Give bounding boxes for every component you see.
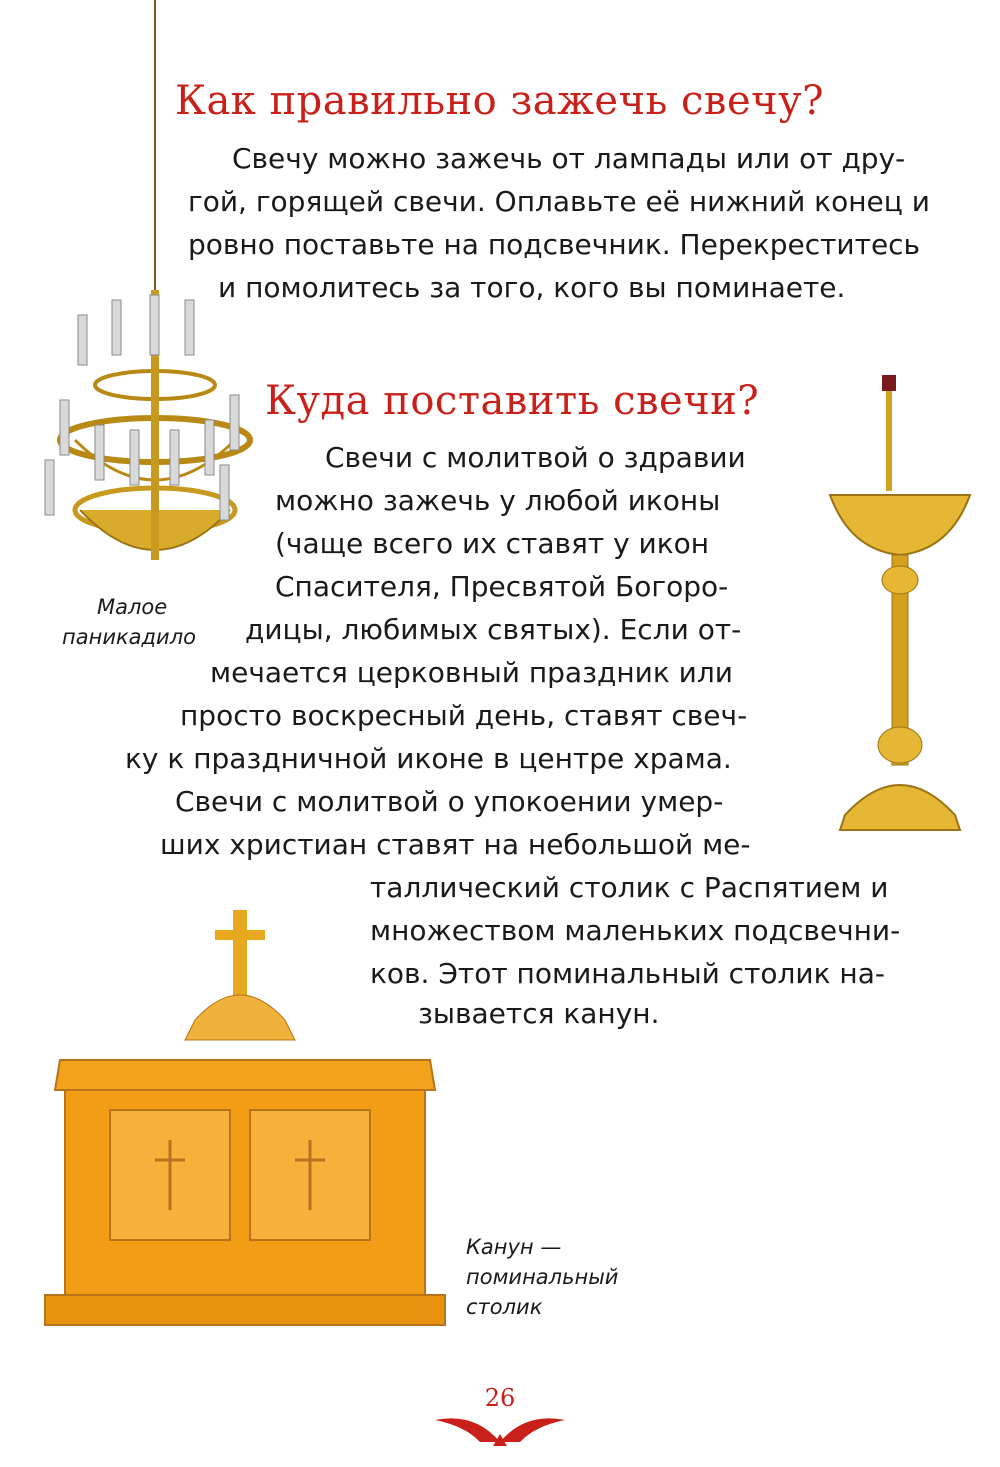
caption-line: Малое <box>97 595 168 619</box>
body-line: и помолитесь за того, кого вы поминаете. <box>218 271 846 304</box>
body-line: гой, горящей свечи. Оплавьте её нижний конец и <box>188 185 930 218</box>
section-heading: Куда поставить свечи? <box>265 378 760 424</box>
chandelier-caption <box>97 592 167 622</box>
body-line: ку к праздничной иконе в центре храма. <box>125 742 732 775</box>
candle-stand-illustration <box>820 375 980 845</box>
body-line: можно зажечь у любой иконы <box>275 484 721 517</box>
section-heading: Как правильно зажечь свечу? <box>175 78 825 124</box>
body-line: Спасителя, Пресвятой Богоро- <box>275 570 729 603</box>
chandelier-caption <box>62 622 196 652</box>
caption-line: столик <box>466 1295 543 1319</box>
body-line: множеством маленьких подсвечни- <box>370 914 901 947</box>
body-line: таллический столик с Распятием и <box>370 871 889 904</box>
caption-line: поминальный <box>466 1265 619 1289</box>
page-number: 26 <box>484 1384 516 1412</box>
body-line: Свечи с молитвой о упокоении умер- <box>175 785 724 818</box>
body-line: ровно поставьте на подсвечник. Перекреститесь <box>188 228 921 261</box>
body-line: Свечу можно зажечь от лампады или от дру- <box>232 142 906 175</box>
wings-ornament-icon <box>435 1412 565 1452</box>
body-line: ших христиан ставят на небольшой ме- <box>160 828 751 861</box>
body-line: просто воскресный день, ставят свеч- <box>180 699 748 732</box>
body-line: дицы, любимых святых). Если от- <box>245 613 742 646</box>
body-line: зывается канун. <box>418 997 660 1030</box>
kanun-caption <box>466 1232 618 1322</box>
caption-line: Канун — <box>466 1235 562 1259</box>
body-line: (чаще всего их ставят у икон <box>275 527 710 560</box>
body-line: мечается церковный праздник или <box>210 656 733 689</box>
caption-line: паникадило <box>62 625 196 649</box>
body-line: ков. Этот поминальный столик на- <box>370 957 885 990</box>
body-line: Свечи с молитвой о здравии <box>325 441 746 474</box>
